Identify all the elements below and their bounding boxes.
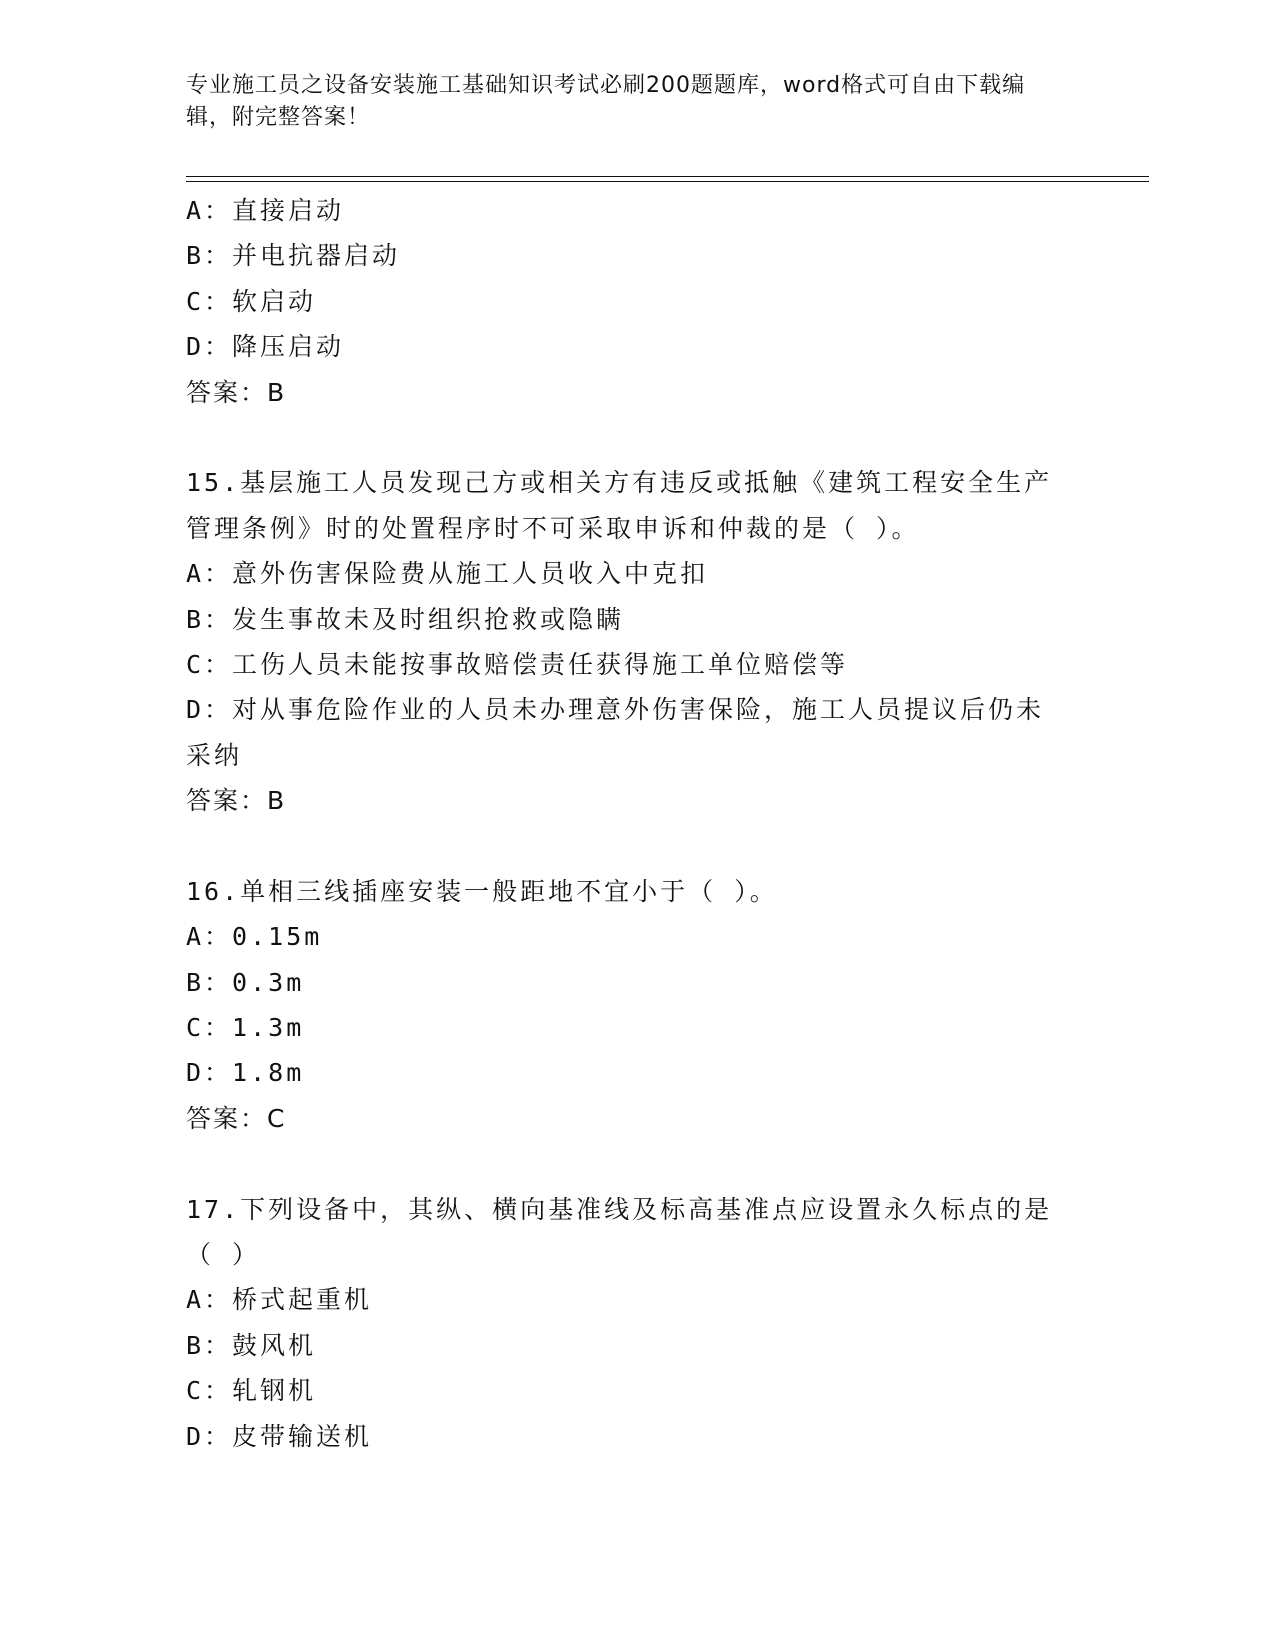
question-list	[186, 188, 1076, 1459]
option-a: A：意外伤害保险费从施工人员收入中克扣	[186, 559, 709, 589]
spacer	[186, 823, 1076, 868]
question-stem: 17.下列设备中，其纵、横向基准线及标高基准点应设置永久标点的是	[186, 1194, 1053, 1224]
header-rule-bottom	[186, 181, 1149, 182]
question-stem: 16.单相三线插座安装一般距地不宜小于（ ）。	[186, 876, 778, 906]
header-rule-top	[186, 176, 1149, 177]
question-17	[186, 1187, 1076, 1459]
question-16	[186, 869, 1076, 1141]
document-header: 专业施工员之设备安装施工基础知识考试必刷200题题库，word格式可自由下载编辑，附完整答案！	[186, 73, 1026, 130]
option-a: A：0.15m	[186, 922, 323, 952]
question-14	[186, 188, 1076, 415]
option-d: D：对从事危险作业的人员未办理意外伤害保险，施工人员提议后仍未	[186, 695, 1045, 725]
answer: 答案：B	[186, 377, 287, 407]
option-a: A：桥式起重机	[186, 1285, 373, 1315]
option-b: B：发生事故未及时组织抢救或隐瞒	[186, 604, 625, 634]
spacer	[186, 415, 1076, 460]
answer: 答案：C	[186, 1103, 287, 1133]
option-c: C：1.3m	[186, 1013, 305, 1043]
spacer	[186, 1141, 1076, 1186]
option-d: D：1.8m	[186, 1058, 305, 1088]
question-stem-continued: 管理条例》时的处置程序时不可采取申诉和仲裁的是（ ）。	[186, 513, 920, 543]
option-d-continued: 采纳	[186, 740, 243, 770]
option-a: A：直接启动	[186, 196, 345, 225]
option-d: D：皮带输送机	[186, 1421, 373, 1451]
option-c: C：轧钢机	[186, 1376, 317, 1406]
question-15	[186, 460, 1076, 823]
question-stem-continued: （ ）	[186, 1239, 261, 1269]
option-d: D：降压启动	[186, 332, 345, 362]
question-stem: 15.基层施工人员发现己方或相关方有违反或抵触《建筑工程安全生产	[186, 468, 1053, 498]
option-b: B：0.3m	[186, 967, 305, 997]
option-c: C：软启动	[186, 286, 317, 316]
answer: 答案：B	[186, 786, 287, 816]
option-b: B：并电抗器启动	[186, 241, 401, 271]
option-b: B：鼓风机	[186, 1330, 317, 1360]
option-c: C：工伤人员未能按事故赔偿责任获得施工单位赔偿等	[186, 649, 849, 679]
